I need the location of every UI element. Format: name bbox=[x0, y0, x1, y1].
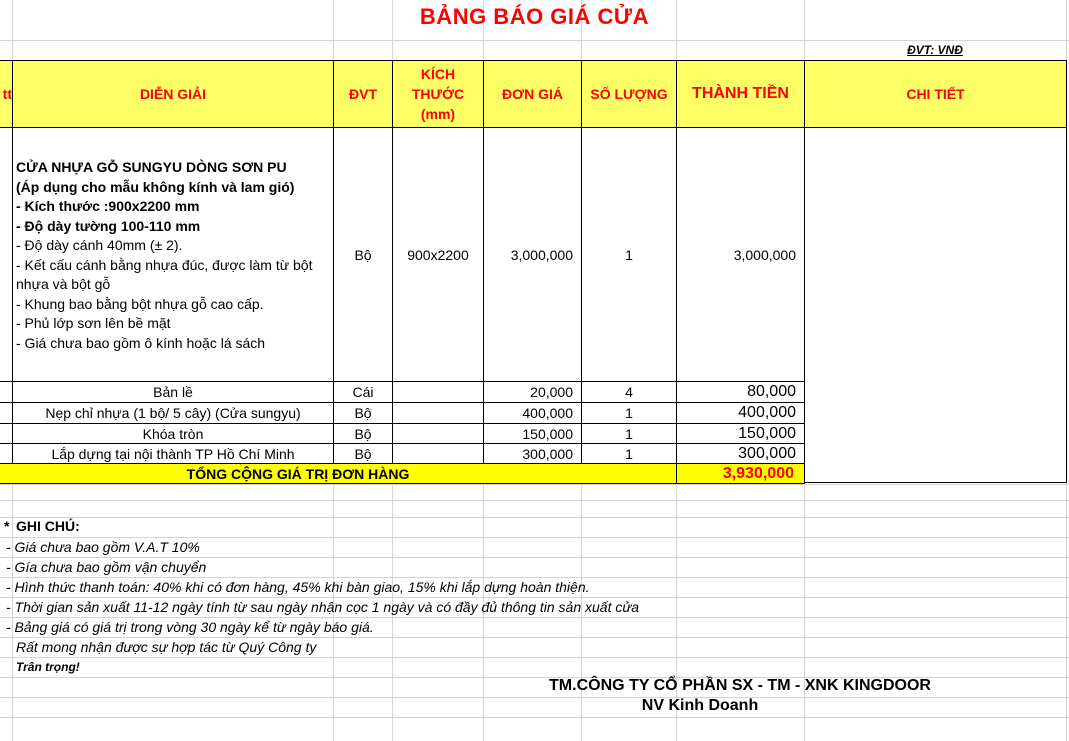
sub-item-quantity: 1 bbox=[581, 443, 677, 464]
main-item-size: 900x2200 bbox=[392, 127, 484, 382]
main-item-unit: Bộ bbox=[333, 127, 393, 382]
sub-item-unit-price: 150,000 bbox=[483, 423, 582, 444]
notes-heading: GHI CHÚ: bbox=[16, 518, 80, 534]
sub-item-unit-price: 300,000 bbox=[483, 443, 582, 464]
desc-line: - Giá chưa bao gồm ô kính hoặc lá sách bbox=[16, 334, 266, 351]
desc-line: nhựa và bột gỗ bbox=[16, 276, 111, 292]
notes-star: * bbox=[4, 518, 10, 534]
note-regards: Trân trọng! bbox=[16, 660, 80, 674]
desc-line: - Phủ lớp sơn lên bề mặt bbox=[16, 315, 171, 331]
sub-item-quantity: 4 bbox=[581, 381, 677, 403]
header-unit: ĐVT bbox=[333, 60, 393, 128]
sub-item-amount: 300,000 bbox=[676, 443, 805, 464]
sub-item-quantity: 1 bbox=[581, 423, 677, 444]
desc-line: - Kích thước :900x2200 mm bbox=[16, 198, 200, 214]
sub-item-size bbox=[392, 423, 484, 444]
sub-item-size bbox=[392, 402, 484, 424]
sub-item-amount: 400,000 bbox=[676, 402, 805, 424]
header-description: DIỄN GIẢI bbox=[12, 60, 334, 128]
signature-company: TM.CÔNG TY CỔ PHẦN SX - TM - XNK KINGDOOR bbox=[549, 677, 931, 694]
sub-item-unit: Bộ bbox=[333, 402, 393, 424]
main-item-detail bbox=[804, 127, 1067, 483]
sub-item-name: Khóa tròn bbox=[12, 423, 334, 444]
desc-line: CỬA NHỰA GỖ SUNGYU DÒNG SƠN PU bbox=[16, 159, 287, 175]
total-label: TỔNG CỘNG GIÁ TRỊ ĐƠN HÀNG bbox=[0, 463, 677, 484]
header-detail: CHI TIẾT bbox=[804, 60, 1067, 128]
sub-item-unit: Bộ bbox=[333, 443, 393, 464]
total-value: 3,930,000 bbox=[676, 463, 805, 484]
note-item: - Gía chưa bao gồm vận chuyển bbox=[6, 559, 207, 575]
sub-item-name: Nẹp chỉ nhựa (1 bộ/ 5 cây) (Cửa sungyu) bbox=[12, 402, 334, 424]
sub-item-amount: 80,000 bbox=[676, 381, 805, 403]
sub-item-size bbox=[392, 443, 484, 464]
note-item: - Giá chưa bao gồm V.A.T 10% bbox=[6, 539, 200, 555]
sub-item-unit: Cái bbox=[333, 381, 393, 403]
note-closing: Rất mong nhận được sự hợp tác từ Quý Công ty bbox=[16, 639, 317, 655]
page-title: BẢNG BÁO GIÁ CỬA bbox=[419, 4, 650, 29]
desc-line: (Áp dụng cho mẫu không kính và lam gió) bbox=[16, 178, 295, 195]
desc-line: - Độ dày cánh 40mm (± 2). bbox=[16, 237, 183, 253]
main-item-unit-price: 3,000,000 bbox=[483, 127, 582, 382]
header-quantity: SỐ LƯỢNG bbox=[581, 60, 677, 128]
sub-item-name: Lắp dựng tại nội thành TP Hồ Chí Minh bbox=[12, 443, 334, 464]
header-stt: tt bbox=[0, 60, 13, 128]
note-item: - Thời gian sản xuất 11-12 ngày tính từ sau ngày nhận cọc 1 ngày và có đầy đủ thông tin sản xuất cửa bbox=[6, 599, 640, 615]
sub-item-unit-price: 400,000 bbox=[483, 402, 582, 424]
desc-line: - Khung bao bằng bột nhựa gỗ cao cấp. bbox=[16, 295, 264, 312]
desc-line: - Kết cấu cánh bằng nhựa đúc, được làm từ bột bbox=[16, 256, 313, 273]
sub-item-size bbox=[392, 381, 484, 403]
desc-line: - Độ dày tường 100-110 mm bbox=[16, 217, 201, 234]
note-item: - Bảng giá có giá trị trong vòng 30 ngày kể từ ngày báo giá. bbox=[6, 619, 374, 635]
signature-role: NV Kinh Doanh bbox=[641, 697, 759, 714]
sub-item-quantity: 1 bbox=[581, 402, 677, 424]
main-item-quantity: 1 bbox=[581, 127, 677, 382]
note-item: - Hình thức thanh toán: 40% khi có đơn hàng, 45% khi bàn giao, 15% khi lắp dựng hoàn thiện. bbox=[6, 579, 590, 595]
main-item-description bbox=[12, 127, 334, 382]
header-size: KÍCH THƯỚC (mm) bbox=[392, 60, 484, 128]
sub-item-amount: 150,000 bbox=[676, 423, 805, 444]
header-amount: THÀNH TIỀN bbox=[676, 60, 805, 128]
header-unit-price: ĐƠN GIÁ bbox=[483, 60, 582, 128]
sub-item-name: Bản lề bbox=[12, 381, 334, 403]
sub-item-unit: Bộ bbox=[333, 423, 393, 444]
main-item-amount: 3,000,000 bbox=[676, 127, 805, 382]
currency-note: ĐVT: VNĐ bbox=[907, 43, 963, 57]
sub-item-unit-price: 20,000 bbox=[483, 381, 582, 403]
